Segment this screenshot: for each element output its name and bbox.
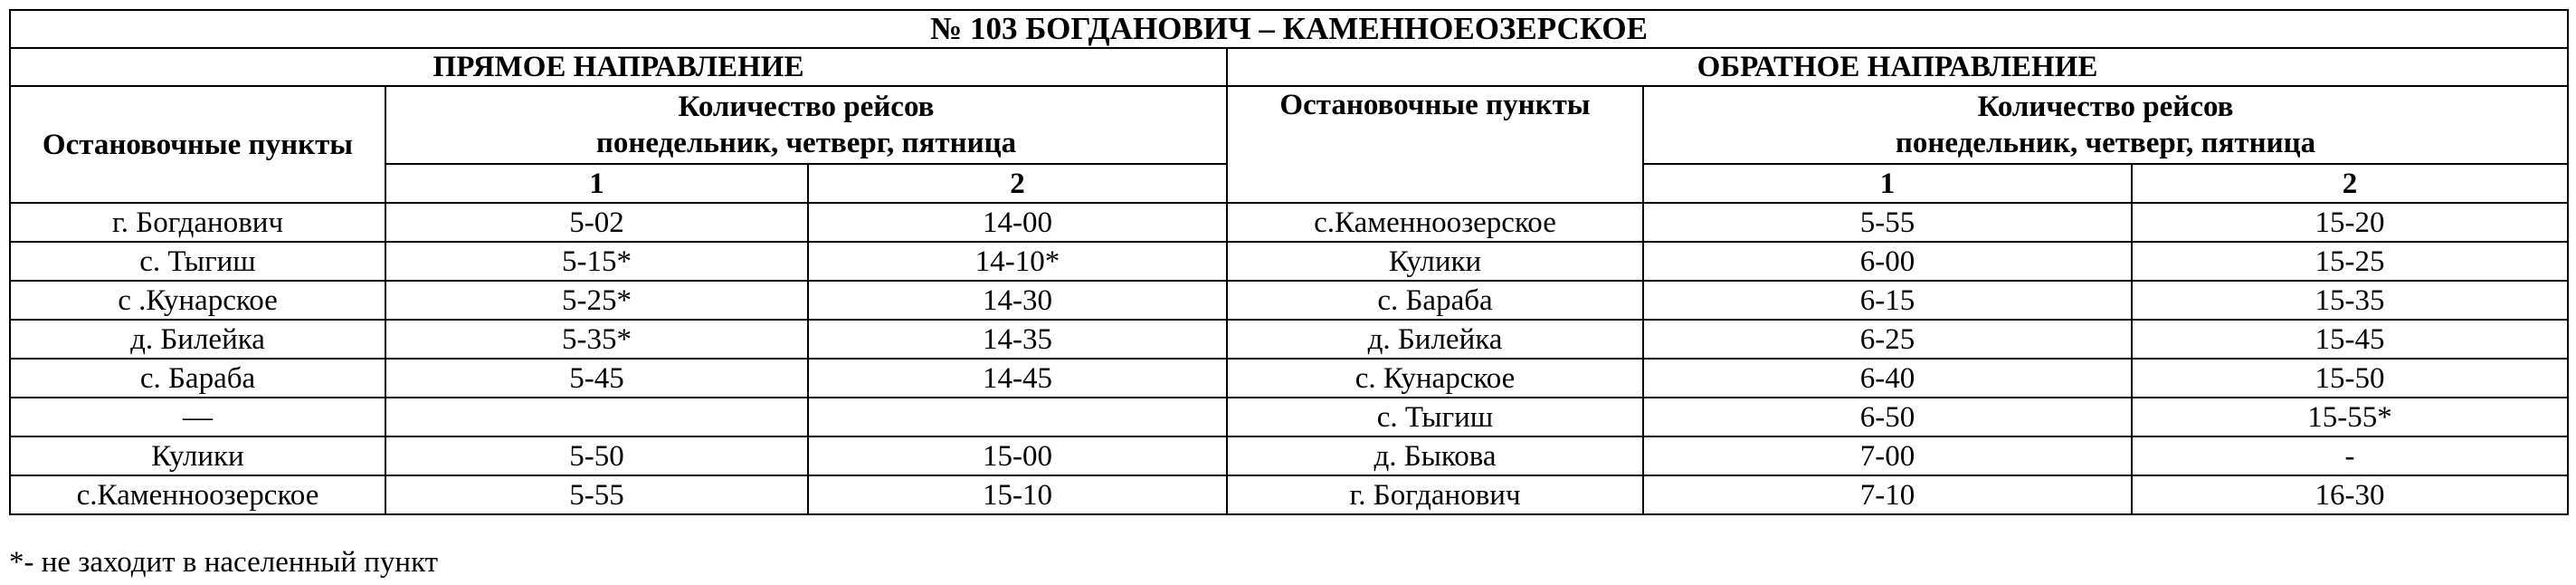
reverse-time-cell: 15-35 (2132, 281, 2568, 320)
reverse-stop-cell: г. Богданович (1227, 475, 1643, 514)
reverse-time-cell: 6-50 (1643, 398, 2132, 436)
reverse-stop-cell: с. Бараба (1227, 281, 1643, 320)
forward-time-cell: 14-45 (808, 359, 1227, 398)
reverse-time-cell: 16-30 (2132, 475, 2568, 514)
forward-time-cell: 5-45 (385, 359, 808, 398)
forward-time-cell: 14-00 (808, 203, 1227, 242)
reverse-stop-cell: с. Тыгиш (1227, 398, 1643, 436)
reverse-stop-cell: д. Билейка (1227, 320, 1643, 359)
schedule-table (9, 9, 2569, 515)
reverse-stop-cell: с.Каменноозерское (1227, 203, 1643, 242)
schedule-document (9, 9, 2567, 515)
reverse-time-cell: 6-15 (1643, 281, 2132, 320)
footnote: *- не заходит в населенный пункт (9, 546, 439, 579)
forward-time-cell (385, 398, 808, 436)
reverse-stop-cell: д. Быкова (1227, 436, 1643, 475)
reverse-time-cell: 15-50 (2132, 359, 2568, 398)
forward-stop-cell: — (10, 398, 385, 436)
table-row (10, 436, 2568, 475)
forward-trips-header-line1: Количество рейсов (678, 91, 935, 123)
forward-stop-cell: д. Билейка (10, 320, 385, 359)
table-row (10, 398, 2568, 436)
forward-stop-cell: с .Кунарское (10, 281, 385, 320)
forward-time-cell: 5-55 (385, 475, 808, 514)
forward-direction-heading: ПРЯМОЕ НАПРАВЛЕНИЕ (10, 48, 1227, 86)
forward-stops-header: Остановочные пункты (10, 86, 385, 203)
forward-time-cell: 14-10* (808, 242, 1227, 281)
forward-trip-number: 2 (808, 164, 1227, 203)
forward-stop-cell: с. Бараба (10, 359, 385, 398)
reverse-stops-header: Остановочные пункты (1227, 86, 1643, 203)
forward-trips-header (385, 86, 1227, 164)
reverse-time-cell: 5-55 (1643, 203, 2132, 242)
table-row (10, 359, 2568, 398)
reverse-stop-cell: с. Кунарское (1227, 359, 1643, 398)
forward-time-cell: 14-35 (808, 320, 1227, 359)
forward-time-cell (808, 398, 1227, 436)
reverse-time-cell: 6-40 (1643, 359, 2132, 398)
forward-time-cell: 5-02 (385, 203, 808, 242)
forward-stop-cell: с.Каменноозерское (10, 475, 385, 514)
reverse-time-cell: 15-45 (2132, 320, 2568, 359)
forward-time-cell: 15-10 (808, 475, 1227, 514)
table-row (10, 475, 2568, 514)
reverse-trips-header-line2: понедельник, четверг, пятница (1895, 127, 2316, 159)
reverse-time-cell: 7-00 (1643, 436, 2132, 475)
reverse-time-cell: - (2132, 436, 2568, 475)
reverse-trip-number: 1 (1643, 164, 2132, 203)
reverse-trips-header-line1: Количество рейсов (1977, 91, 2234, 123)
forward-stop-cell: Кулики (10, 436, 385, 475)
forward-time-cell: 5-35* (385, 320, 808, 359)
table-row (10, 242, 2568, 281)
table-row (10, 203, 2568, 242)
reverse-trips-header (1643, 86, 2568, 164)
reverse-time-cell: 15-25 (2132, 242, 2568, 281)
reverse-time-cell: 15-20 (2132, 203, 2568, 242)
forward-time-cell: 14-30 (808, 281, 1227, 320)
reverse-trip-number: 2 (2132, 164, 2568, 203)
forward-trip-number: 1 (385, 164, 808, 203)
reverse-time-cell: 6-25 (1643, 320, 2132, 359)
reverse-time-cell: 6-00 (1643, 242, 2132, 281)
reverse-time-cell: 15-55* (2132, 398, 2568, 436)
forward-time-cell: 5-50 (385, 436, 808, 475)
table-row (10, 320, 2568, 359)
reverse-stop-cell: Кулики (1227, 242, 1643, 281)
forward-trips-header-line2: понедельник, четверг, пятница (595, 127, 1017, 159)
forward-time-cell: 15-00 (808, 436, 1227, 475)
forward-stop-cell: г. Богданович (10, 203, 385, 242)
forward-stop-cell: с. Тыгиш (10, 242, 385, 281)
forward-time-cell: 5-25* (385, 281, 808, 320)
forward-time-cell: 5-15* (385, 242, 808, 281)
table-row (10, 281, 2568, 320)
route-title: № 103 БОГДАНОВИЧ – КАМЕННОЕОЗЕРСКОЕ (10, 10, 2568, 48)
reverse-time-cell: 7-10 (1643, 475, 2132, 514)
reverse-direction-heading: ОБРАТНОЕ НАПРАВЛЕНИЕ (1227, 48, 2568, 86)
